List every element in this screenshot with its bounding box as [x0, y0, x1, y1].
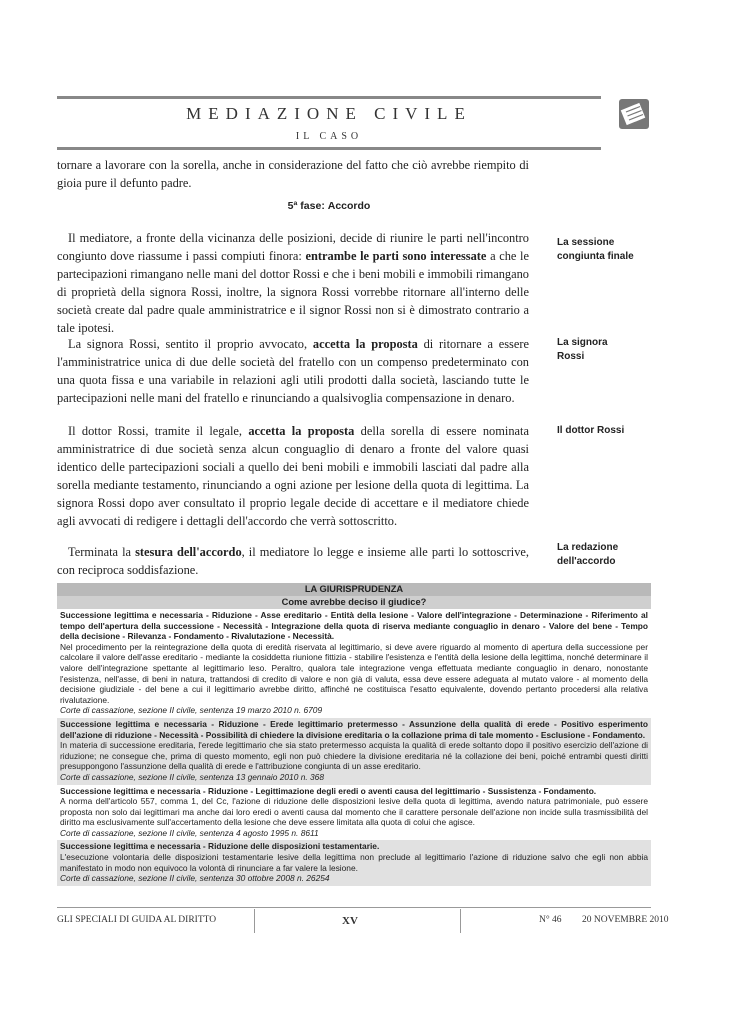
paragraph-text: di ritornare a essere l'amministratrice unica di due delle società del fratello con un compenso predeterminato con una quota fissa e una variabile in relazioni agli utili prodotti dalla società, lasciando tutte le partecipazioni nelle mani del fratello e rinunciando a qualsivoglia compensazione in denaro.: [57, 337, 529, 405]
footer-separator: [460, 909, 461, 933]
notebook-icon: [618, 98, 650, 130]
item-text: A norma dell'articolo 557, comma 1, del Cc, l'azione di riduzione delle disposizioni lesive della quota di legittima, avendo natura patrimoniale, può essere proposta non solo dai legittimari ma anche dai loro eredi o aventi causa dal momento che il carattere personale dell'azione non incide sulla trasmissibilità del diritto ma esclusivamente sull'accertamento della lesione che deve essere limitata alla quota di colui che agisce.: [60, 796, 648, 828]
item-text: Nel procedimento per la reintegrazione della quota di eredità riservata al legittimario, si deve avere riguardo al momento di apertura della successione per calcolare il valore dell'asse ereditario - mediante la cosiddetta riunione fittizia - stabilire l'esistenza e l'entità della lesione della legittima, nonché determinare il valore dell'integrazione spettante al legittimario leso. Peraltro, qualora tale integrazione venga effettuata mediante conguaglio in denaro, nonostante l'esistenza, nell'asse, di beni in natura, trattandosi di credito di valore e non già di valuta, essa deve essere adeguata al mutato valore - al momento della decisione giudiziale - del bene a cui il legittimario avrebbe diritto, affinché ne costituisca l'esatto equivalente, dovendo pertanto procedersi alla relativa rivalutazione.: [60, 641, 648, 705]
paragraph-text: Terminata la: [68, 545, 136, 559]
paragraph-3: [57, 422, 529, 530]
paragraph-text: a che le partecipazioni rimangano nelle mani del dottor Rossi e che i beni mobili e immobili rimangano di proprietà della signora Rossi, inoltre, la signora Rossi vorrebbe ritornare all'interno delle società create dal padre quale amministratrice e il signor Rossi non si è dimostrato contrario a tale ipotesi.: [57, 249, 529, 335]
item-heading: Successione legittima e necessaria - Riduzione - Erede legittimario pretermesso - Assunzione della qualità di erede - Positivo esperimento dell'azione di riduzione - Necessità - Possibilità di chiedere la divisione ereditaria o la collazione prima di tale momento - Esclusione - Fondamento.: [60, 718, 648, 740]
footer-separator: [254, 909, 255, 933]
section-subtitle: IL CASO: [295, 131, 363, 142]
paragraph-text: La signora Rossi, sentito il proprio avvocato,: [68, 337, 313, 351]
header-top-rule: [57, 96, 601, 99]
item-court: Corte di cassazione, sezione II civile, sentenza 30 ottobre 2008 n. 26254: [60, 873, 330, 884]
jurisprudence-item: [57, 609, 651, 718]
item-court: Corte di cassazione, sezione II civile, sentenza 19 marzo 2010 n. 6709: [60, 705, 323, 716]
jurisprudence-title: LA GIURISPRUDENZA: [57, 583, 651, 596]
jurisprudence-item: [57, 785, 651, 841]
item-heading: Successione legittima e necessaria - Riduzione delle disposizioni testamentarie.: [60, 841, 380, 852]
paragraph-text: Il mediatore, a fronte della vicinanza delle posizioni, decide di riunire le parti nell'incontro congiunto dove riassume i passi compiuti finora:: [57, 231, 529, 263]
item-heading: Successione legittima e necessaria - Riduzione - Legittimazione degli eredi o aventi causa del legittimario - Sussistenza - Fondamento.: [60, 785, 597, 796]
intro-text: [57, 156, 529, 192]
item-court: Corte di cassazione, sezione II civile, sentenza 13 gennaio 2010 n. 368: [60, 771, 324, 782]
jurisprudence-box: [57, 583, 651, 893]
item-heading: Successione legittima e necessaria - Riduzione - Asse ereditario - Entità della lesione - Valore dell'integrazione - Determinazione - Riferimento al tempo dell'apertura della successione - Necessità - Integrazione della quota di riserva mediante conguaglio in denaro - Valore del bene - Tempo della decisione - Rilevanza - Fondamento - Rivalutazione - Necessità.: [60, 610, 648, 642]
item-text: In materia di successione ereditaria, l'erede legittimario che sia stato pretermesso acquista la qualità di erede soltanto dopo il positivo esercizio dell'azione di riduzione; ne consegue che, prima di questo momento, egli non può chiedere la divisione ereditaria né la collazione dei beni, poiché entrambi questi diritti presuppongono l'assunzione della qualità di erede e l'attribuzione congiunta di un asse ereditario.: [60, 740, 648, 772]
jurisprudence-item: [57, 840, 651, 885]
paragraph-emphasis: stesura dell'accordo: [135, 545, 242, 559]
phase-label: [57, 200, 601, 212]
footer-date: 20 NOVEMBRE 2010: [582, 915, 669, 925]
paragraph-emphasis: accetta la proposta: [312, 337, 418, 351]
footer-rule: [57, 907, 651, 908]
paragraph-text: Il dottor Rossi, tramite il legale,: [68, 424, 249, 438]
paragraph-emphasis: accetta la proposta: [248, 424, 355, 438]
jurisprudence-item: [57, 718, 651, 785]
footer-issue: N° 46: [539, 915, 562, 925]
paragraph-text: della sorella di essere nominata amministratrice di due società senza alcun conguaglio di denaro a fronte del valore quasi identico delle partecipazioni sociali a quello dei beni mobili e immobili lasciati dal padre alla sorella mediante testamento, rinunciando a ogni azione per lesione della quota di legittima. La signora Rossi dopo aver consultato il proprio legale decide di accettare e il mediatore chiede agli avvocati di redigere i dettagli dell'accordo che verrà sottoscritto.: [57, 424, 529, 528]
intro-paragraph: tornare a lavorare con la sorella, anche in considerazione del fatto che ciò avrebbe riempito di gioia pure il defunto padre.: [57, 158, 529, 190]
phase-name: Accordo: [327, 200, 371, 212]
section-title: MEDIAZIONE CIVILE: [186, 104, 472, 123]
footer-publication: GLI SPECIALI DI GUIDA AL DIRITTO: [57, 915, 217, 925]
paragraph-4: [57, 543, 529, 579]
header-bottom-rule: [57, 147, 601, 150]
jurisprudence-subtitle: Come avrebbe deciso il giudice?: [57, 596, 651, 609]
side-note-4: La redazione dell'accordo: [557, 542, 619, 567]
side-note-1: La sessione congiunta finale: [557, 237, 634, 262]
paragraph-1: [57, 229, 529, 337]
paragraph-emphasis: entrambe le parti sono interessate: [305, 249, 487, 263]
side-note-3: Il dottor Rossi: [557, 425, 625, 436]
side-note-2: La signora Rossi: [557, 337, 608, 362]
paragraph-text: , il mediatore lo legge e insieme alle parti lo sottoscrive, con reciproca soddisfazione.: [57, 545, 530, 577]
item-court: Corte di cassazione, sezione II civile, sentenza 4 agosto 1995 n. 8611: [60, 827, 319, 838]
phase-number: 5ª fase:: [287, 200, 325, 212]
paragraph-2: [57, 335, 529, 407]
item-text: L'esecuzione volontaria delle disposizioni testamentarie lesive della legittima non preclude al legittimario l'azione di riduzione salvo che egli non abbia manifestato in modo non equivoco la volontà di rinunciare a far valere la lesione.: [60, 852, 648, 873]
footer-page-number: XV: [342, 915, 358, 927]
